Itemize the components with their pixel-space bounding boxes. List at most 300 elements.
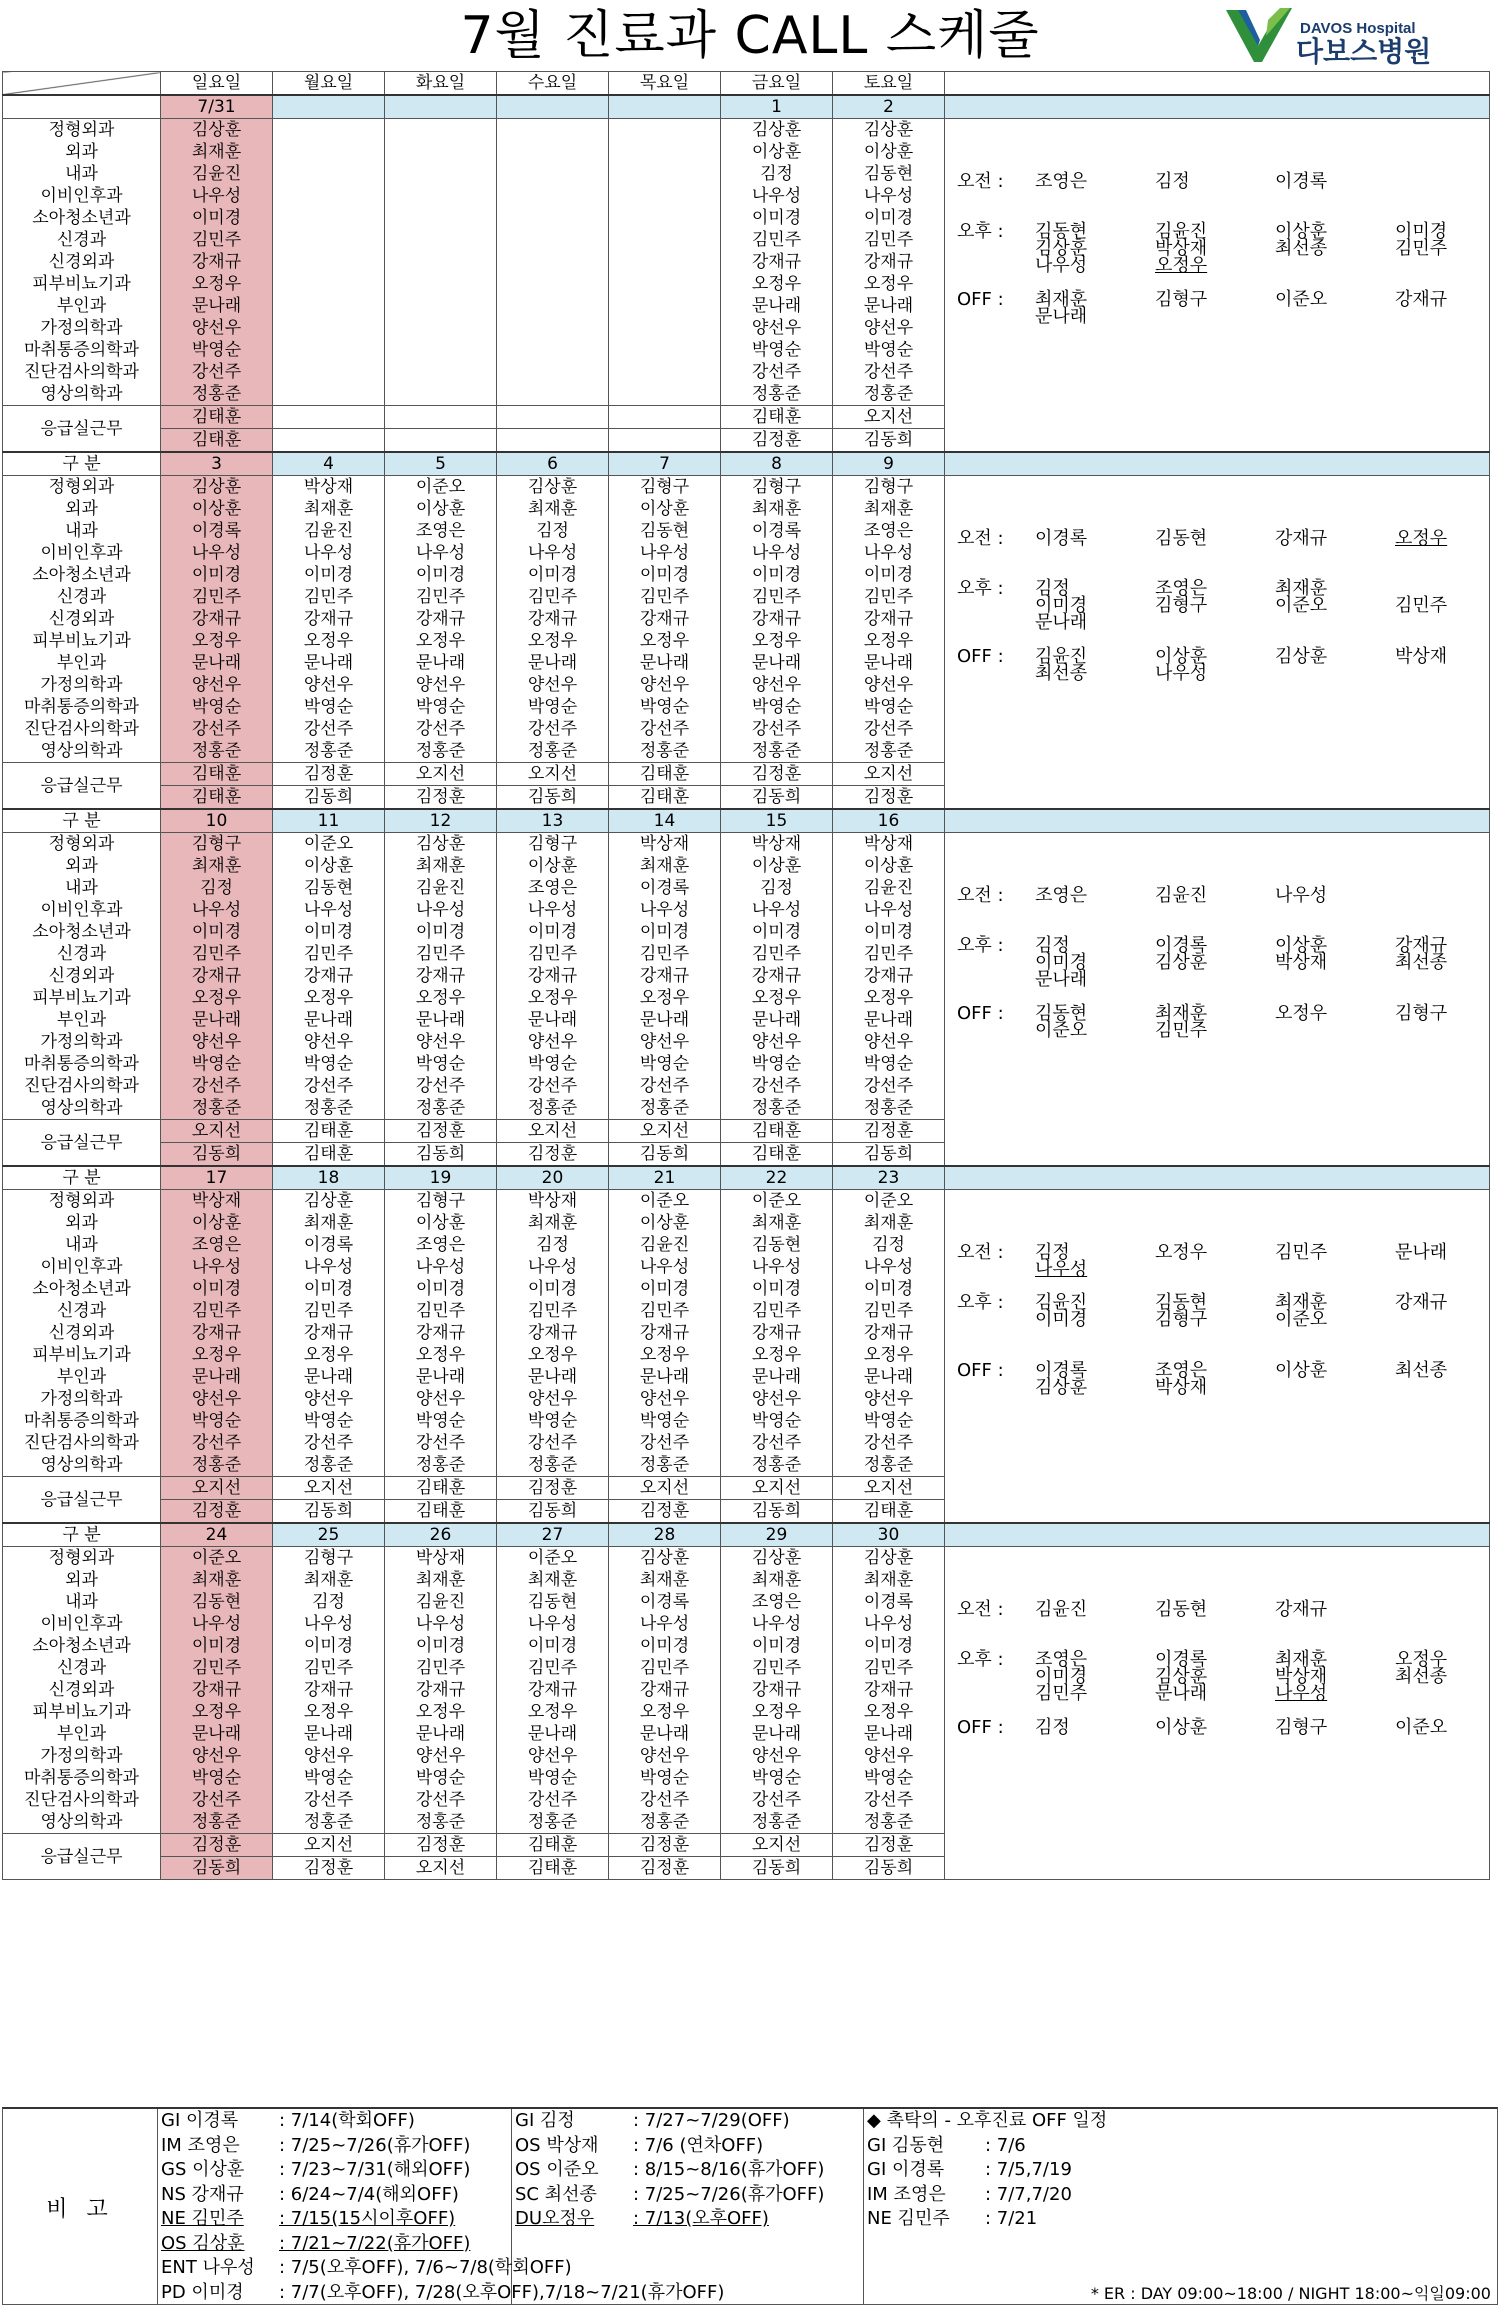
date-cell xyxy=(273,95,385,119)
notes-doctor-name: 이경록 xyxy=(1035,1360,1088,1381)
schedule-cell: 이미경 xyxy=(497,1278,609,1300)
schedule-cell: 오정우 xyxy=(721,1344,833,1366)
schedule-cell: 강재규 xyxy=(721,965,833,987)
notes-doctor-name: 오정우 xyxy=(1155,255,1208,276)
department-name: 외과 xyxy=(3,855,161,877)
schedule-cell: 조영은 xyxy=(721,1591,833,1613)
schedule-cell: 김민주 xyxy=(161,1657,273,1679)
schedule-cell: 최재훈 xyxy=(385,1569,497,1591)
schedule-cell: 박영순 xyxy=(833,696,945,718)
schedule-cell xyxy=(273,207,385,229)
remark-line xyxy=(515,2183,824,2207)
notes-doctor-name: 문나래 xyxy=(1035,969,1088,990)
schedule-cell xyxy=(609,207,721,229)
er-cell xyxy=(497,429,609,453)
notes-doctor-name: 최재훈 xyxy=(1275,578,1328,599)
schedule-cell: 정홍준 xyxy=(273,1454,385,1477)
schedule-cell: 양선우 xyxy=(609,674,721,696)
schedule-cell: 문나래 xyxy=(833,652,945,674)
date-cell: 20 xyxy=(497,1166,609,1190)
schedule-cell xyxy=(609,295,721,317)
schedule-cell: 박상재 xyxy=(161,1190,273,1213)
department-name: 영상의학과 xyxy=(3,1811,161,1834)
schedule-cell: 이미경 xyxy=(273,921,385,943)
schedule-cell: 오정우 xyxy=(161,1344,273,1366)
schedule-cell xyxy=(609,339,721,361)
schedule-cell: 나우성 xyxy=(161,1613,273,1635)
department-name: 외과 xyxy=(3,1212,161,1234)
date-cell: 23 xyxy=(833,1166,945,1190)
schedule-cell: 강선주 xyxy=(609,1432,721,1454)
schedule-cell: 강재규 xyxy=(385,1322,497,1344)
schedule-cell: 정홍준 xyxy=(721,1097,833,1120)
schedule-cell: 이경록 xyxy=(721,520,833,542)
notes-doctor-name: 김민주 xyxy=(1395,238,1448,259)
schedule-cell xyxy=(273,229,385,251)
schedule-cell: 김민주 xyxy=(161,229,273,251)
schedule-cell: 이미경 xyxy=(497,921,609,943)
schedule-cell xyxy=(385,295,497,317)
schedule-cell xyxy=(273,317,385,339)
schedule-cell: 김민주 xyxy=(833,1657,945,1679)
date-cell: 3 xyxy=(161,452,273,476)
schedule-cell xyxy=(497,163,609,185)
schedule-cell: 김형구 xyxy=(721,476,833,499)
date-row xyxy=(3,452,1490,476)
schedule-cell: 이미경 xyxy=(833,207,945,229)
schedule-cell: 오정우 xyxy=(721,987,833,1009)
schedule-cell: 최재훈 xyxy=(273,1212,385,1234)
er-cell: 오지선 xyxy=(833,1477,945,1500)
schedule-cell: 최재훈 xyxy=(385,855,497,877)
weekday-header: 수요일 xyxy=(497,72,609,96)
notes-doctor-name: 김동현 xyxy=(1035,221,1088,242)
department-name: 부인과 xyxy=(3,1723,161,1745)
er-cell: 김태훈 xyxy=(497,1857,609,1880)
department-name: 마취통증의학과 xyxy=(3,1053,161,1075)
notes-doctor-name: 김윤진 xyxy=(1155,885,1208,906)
schedule-cell: 양선우 xyxy=(385,1745,497,1767)
notes-doctor-name: 오정우 xyxy=(1395,528,1448,549)
department-name: 마취통증의학과 xyxy=(3,339,161,361)
schedule-cell: 문나래 xyxy=(721,295,833,317)
schedule-cell: 문나래 xyxy=(833,1009,945,1031)
schedule-cell xyxy=(273,185,385,207)
schedule-cell: 양선우 xyxy=(721,317,833,339)
schedule-cell: 박영순 xyxy=(497,1767,609,1789)
schedule-cell: 최재훈 xyxy=(161,1569,273,1591)
notes-doctor-name: 조영은 xyxy=(1155,1360,1208,1381)
date-cell: 5 xyxy=(385,452,497,476)
weekday-header: 일요일 xyxy=(161,72,273,96)
schedule-cell xyxy=(497,119,609,142)
schedule-cell: 박영순 xyxy=(273,1410,385,1432)
schedule-cell: 김민주 xyxy=(721,1300,833,1322)
schedule-cell: 이미경 xyxy=(385,921,497,943)
schedule-cell: 강선주 xyxy=(273,1789,385,1811)
schedule-cell: 오정우 xyxy=(385,987,497,1009)
er-cell: 오지선 xyxy=(497,1120,609,1143)
schedule-cell xyxy=(385,361,497,383)
schedule-cell: 강선주 xyxy=(609,1075,721,1097)
schedule-cell: 김동현 xyxy=(833,163,945,185)
remark-detail: : 7/6 xyxy=(985,2134,1026,2156)
schedule-cell: 김상훈 xyxy=(273,1190,385,1213)
notes-doctor-name: 이준오 xyxy=(1275,1309,1328,1330)
remark-doctor: OS 이준오 xyxy=(515,2159,599,2180)
schedule-cell: 강재규 xyxy=(833,1679,945,1701)
notes-doctor-name: 오정우 xyxy=(1155,1242,1208,1263)
remark-doctor: GI 김정 xyxy=(515,2110,575,2131)
schedule-cell: 강선주 xyxy=(833,1789,945,1811)
er-cell: 김태훈 xyxy=(161,406,273,429)
schedule-cell: 강재규 xyxy=(273,608,385,630)
schedule-cell: 박영순 xyxy=(721,1410,833,1432)
schedule-table xyxy=(2,71,1490,1880)
remark-detail: : 8/15~8/16(휴가OFF) xyxy=(633,2159,825,2180)
schedule-cell: 나우성 xyxy=(721,542,833,564)
schedule-cell xyxy=(385,185,497,207)
schedule-cell: 박영순 xyxy=(497,1053,609,1075)
remark-detail: : 7/15(15시이후OFF) xyxy=(279,2208,456,2229)
er-cell xyxy=(609,429,721,453)
schedule-cell: 최재훈 xyxy=(497,1569,609,1591)
remark-detail: : 7/25~7/26(휴가OFF) xyxy=(279,2134,471,2156)
notes-doctor-name: 이상훈 xyxy=(1275,221,1328,242)
er-cell: 오지선 xyxy=(273,1834,385,1857)
schedule-cell: 정홍준 xyxy=(721,740,833,763)
notes-doctor-name: 김상훈 xyxy=(1035,1377,1088,1398)
date-row xyxy=(3,809,1490,833)
date-cell: 13 xyxy=(497,809,609,833)
notes-doctor-name: 최선종 xyxy=(1395,952,1448,973)
schedule-cell: 이상훈 xyxy=(609,1212,721,1234)
date-cell: 27 xyxy=(497,1523,609,1547)
date-row xyxy=(3,95,1490,119)
schedule-cell xyxy=(273,339,385,361)
schedule-cell: 김민주 xyxy=(385,943,497,965)
department-name: 영상의학과 xyxy=(3,383,161,406)
notes-doctor-name: 강재규 xyxy=(1275,1599,1328,1620)
notes-shift-label: OFF : xyxy=(957,289,1004,310)
remark-detail: : 7/6 (연차OFF) xyxy=(633,2134,764,2156)
er-cell: 오지선 xyxy=(833,406,945,429)
er-cell: 김동희 xyxy=(497,786,609,810)
notes-doctor-name: 최선종 xyxy=(1395,1360,1448,1381)
schedule-cell: 강재규 xyxy=(161,251,273,273)
schedule-cell: 이상훈 xyxy=(721,855,833,877)
schedule-cell: 문나래 xyxy=(161,652,273,674)
weekday-header-row xyxy=(3,72,1490,96)
schedule-cell: 김민주 xyxy=(273,943,385,965)
schedule-cell: 나우성 xyxy=(833,1256,945,1278)
gubun-label: 구 분 xyxy=(3,1523,161,1547)
department-name: 마취통증의학과 xyxy=(3,1410,161,1432)
schedule-cell: 나우성 xyxy=(273,899,385,921)
schedule-cell xyxy=(609,383,721,406)
schedule-cell: 김민주 xyxy=(273,1657,385,1679)
schedule-cell: 강선주 xyxy=(721,361,833,383)
notes-doctor-name: 김윤진 xyxy=(1035,1292,1088,1313)
er-label: 응급실근무 xyxy=(3,1834,161,1880)
schedule-cell: 김상훈 xyxy=(497,476,609,499)
schedule-cell: 나우성 xyxy=(609,1256,721,1278)
schedule-cell: 양선우 xyxy=(273,674,385,696)
gubun-label xyxy=(3,95,161,119)
er-cell: 김태훈 xyxy=(273,1143,385,1167)
department-name: 가정의학과 xyxy=(3,317,161,339)
schedule-cell: 강선주 xyxy=(833,361,945,383)
schedule-cell: 오정우 xyxy=(385,630,497,652)
er-cell: 김정훈 xyxy=(833,786,945,810)
schedule-cell: 박영순 xyxy=(609,1053,721,1075)
notes-doctor-name: 조영은 xyxy=(1035,1649,1088,1670)
schedule-cell: 정홍준 xyxy=(609,1097,721,1120)
schedule-cell: 양선우 xyxy=(833,674,945,696)
schedule-cell: 문나래 xyxy=(385,1366,497,1388)
schedule-cell: 이미경 xyxy=(609,921,721,943)
schedule-cell: 이준오 xyxy=(609,1190,721,1213)
department-name: 소아청소년과 xyxy=(3,1278,161,1300)
corner-cell xyxy=(3,72,161,96)
schedule-cell: 조영은 xyxy=(385,520,497,542)
notes-doctor-name: 나우성 xyxy=(1155,663,1208,684)
schedule-cell: 이준오 xyxy=(385,476,497,499)
schedule-cell: 문나래 xyxy=(833,1366,945,1388)
er-cell: 김정훈 xyxy=(385,786,497,810)
schedule-cell: 김정 xyxy=(721,163,833,185)
department-name: 피부비뇨기과 xyxy=(3,273,161,295)
schedule-cell: 강선주 xyxy=(609,718,721,740)
er-cell: 오지선 xyxy=(273,1477,385,1500)
schedule-cell: 문나래 xyxy=(161,1009,273,1031)
gubun-label: 구 분 xyxy=(3,809,161,833)
schedule-cell: 나우성 xyxy=(609,542,721,564)
notes-doctor-name: 이상훈 xyxy=(1275,935,1328,956)
er-cell: 김태훈 xyxy=(609,763,721,786)
date-cell: 7 xyxy=(609,452,721,476)
notes-line xyxy=(957,305,1155,329)
schedule-cell: 정홍준 xyxy=(385,740,497,763)
er-cell: 김동희 xyxy=(833,1857,945,1880)
schedule-cell: 정홍준 xyxy=(721,1454,833,1477)
notes-doctor-name: 김형구 xyxy=(1155,1309,1208,1330)
er-cell: 김정훈 xyxy=(721,763,833,786)
department-name: 신경과 xyxy=(3,1300,161,1322)
er-cell xyxy=(497,406,609,429)
date-cell: 18 xyxy=(273,1166,385,1190)
notes-doctor-name: 김정 xyxy=(1035,1242,1070,1263)
schedule-cell: 오정우 xyxy=(497,987,609,1009)
schedule-cell: 김민주 xyxy=(721,586,833,608)
department-name: 진단검사의학과 xyxy=(3,1075,161,1097)
schedule-cell: 김민주 xyxy=(833,943,945,965)
er-cell: 김정훈 xyxy=(833,1120,945,1143)
notes-shift-label: 오후 : xyxy=(957,1649,1004,1670)
schedule-cell: 양선우 xyxy=(273,1031,385,1053)
er-cell: 김태훈 xyxy=(161,786,273,810)
schedule-cell: 정홍준 xyxy=(497,1097,609,1120)
notes-doctor-name: 나우성 xyxy=(1035,255,1088,276)
schedule-cell: 강재규 xyxy=(721,1679,833,1701)
er-cell: 오지선 xyxy=(497,763,609,786)
schedule-cell: 강선주 xyxy=(721,1432,833,1454)
remark-line xyxy=(161,2183,459,2207)
schedule-cell: 김윤진 xyxy=(609,1234,721,1256)
er-cell: 김동희 xyxy=(385,1143,497,1167)
schedule-cell: 김민주 xyxy=(721,943,833,965)
schedule-cell: 문나래 xyxy=(721,1009,833,1031)
schedule-cell: 오정우 xyxy=(721,1701,833,1723)
schedule-cell xyxy=(273,251,385,273)
schedule-cell: 강재규 xyxy=(497,1679,609,1701)
schedule-cell: 이미경 xyxy=(161,564,273,586)
department-name: 정형외과 xyxy=(3,833,161,856)
schedule-cell: 오정우 xyxy=(497,1701,609,1723)
department-name: 내과 xyxy=(3,1234,161,1256)
er-cell: 김동희 xyxy=(721,1857,833,1880)
schedule-cell: 오정우 xyxy=(161,1701,273,1723)
schedule-cell: 최재훈 xyxy=(833,1212,945,1234)
schedule-cell: 강재규 xyxy=(385,965,497,987)
date-cell: 1 xyxy=(721,95,833,119)
schedule-cell: 이미경 xyxy=(833,921,945,943)
schedule-cell xyxy=(497,185,609,207)
schedule-cell: 나우성 xyxy=(385,1256,497,1278)
notes-shift-label: 오후 : xyxy=(957,221,1004,242)
department-name: 피부비뇨기과 xyxy=(3,1701,161,1723)
schedule-cell: 강재규 xyxy=(497,1322,609,1344)
er-cell: 김정훈 xyxy=(497,1143,609,1167)
er-cell: 김태훈 xyxy=(161,429,273,453)
er-cell xyxy=(385,429,497,453)
schedule-cell: 나우성 xyxy=(273,1613,385,1635)
er-cell: 김동희 xyxy=(497,1500,609,1524)
schedule-cell: 박영순 xyxy=(273,1053,385,1075)
schedule-cell xyxy=(273,295,385,317)
department-name: 외과 xyxy=(3,498,161,520)
schedule-cell: 김민주 xyxy=(721,1657,833,1679)
notes-doctor-name: 이상훈 xyxy=(1155,646,1208,667)
schedule-cell: 이미경 xyxy=(833,1278,945,1300)
schedule-cell: 문나래 xyxy=(273,1366,385,1388)
week-notes xyxy=(945,1547,1490,1880)
schedule-cell xyxy=(497,295,609,317)
schedule-cell: 오정우 xyxy=(273,1344,385,1366)
notes-line xyxy=(957,254,1275,278)
notes-doctor-name: 김정 xyxy=(1035,578,1070,599)
schedule-cell: 문나래 xyxy=(721,652,833,674)
notes-shift-label: OFF : xyxy=(957,646,1004,667)
notes-shift-label: 오전 : xyxy=(957,885,1004,906)
notes-line xyxy=(957,1716,1490,1740)
notes-doctor-name: 김민주 xyxy=(1035,1683,1088,1704)
schedule-cell: 강재규 xyxy=(609,965,721,987)
notes-doctor-name: 김정 xyxy=(1035,935,1070,956)
department-name: 이비인후과 xyxy=(3,899,161,921)
department-name: 이비인후과 xyxy=(3,185,161,207)
schedule-cell: 강재규 xyxy=(161,965,273,987)
department-name: 영상의학과 xyxy=(3,1454,161,1477)
schedule-cell: 정홍준 xyxy=(833,1454,945,1477)
schedule-cell: 강재규 xyxy=(833,965,945,987)
schedule-cell xyxy=(497,251,609,273)
schedule-cell: 김형구 xyxy=(497,833,609,856)
schedule-cell: 김상훈 xyxy=(385,833,497,856)
schedule-cell: 이미경 xyxy=(497,1635,609,1657)
remark-detail: : 7/7,7/20 xyxy=(985,2183,1072,2205)
schedule-cell xyxy=(609,317,721,339)
schedule-cell: 박영순 xyxy=(833,1053,945,1075)
er-cell: 김정훈 xyxy=(273,763,385,786)
er-cell: 김동희 xyxy=(161,1857,273,1880)
schedule-cell: 이미경 xyxy=(721,207,833,229)
notes-doctor-name: 최선종 xyxy=(1395,1666,1448,1687)
schedule-cell: 강선주 xyxy=(497,1789,609,1811)
schedule-cell: 박상재 xyxy=(273,476,385,499)
department-name: 외과 xyxy=(3,1569,161,1591)
notes-date-blank xyxy=(945,452,1490,476)
schedule-cell: 김민주 xyxy=(833,586,945,608)
schedule-cell: 김민주 xyxy=(609,943,721,965)
schedule-cell: 강선주 xyxy=(161,1432,273,1454)
date-cell: 11 xyxy=(273,809,385,833)
weekday-header: 월요일 xyxy=(273,72,385,96)
schedule-cell: 양선우 xyxy=(497,1745,609,1767)
schedule-cell xyxy=(273,273,385,295)
notes-doctor-name: 최선종 xyxy=(1035,663,1088,684)
department-row xyxy=(3,119,1490,142)
schedule-cell: 이경록 xyxy=(609,877,721,899)
schedule-cell: 문나래 xyxy=(833,1723,945,1745)
notes-shift-label: 오전 : xyxy=(957,528,1004,549)
department-name: 진단검사의학과 xyxy=(3,718,161,740)
schedule-cell: 오정우 xyxy=(161,630,273,652)
schedule-cell: 박영순 xyxy=(161,1767,273,1789)
notes-doctor-name: 강재규 xyxy=(1275,528,1328,549)
department-name: 소아청소년과 xyxy=(3,921,161,943)
schedule-cell: 정홍준 xyxy=(497,740,609,763)
remark-line xyxy=(515,2134,763,2158)
schedule-cell: 이상훈 xyxy=(609,498,721,520)
gubun-label: 구 분 xyxy=(3,1166,161,1190)
department-name: 정형외과 xyxy=(3,1547,161,1570)
date-cell: 10 xyxy=(161,809,273,833)
er-cell: 오지선 xyxy=(609,1477,721,1500)
schedule-cell: 이미경 xyxy=(385,1635,497,1657)
schedule-cell: 이미경 xyxy=(161,207,273,229)
schedule-cell: 양선우 xyxy=(385,1031,497,1053)
notes-doctor-name: 조영은 xyxy=(1035,885,1088,906)
er-cell: 오지선 xyxy=(385,1857,497,1880)
schedule-cell: 이상훈 xyxy=(385,498,497,520)
department-name: 마취통증의학과 xyxy=(3,696,161,718)
notes-doctor-name: 오정우 xyxy=(1275,1003,1328,1024)
weekday-header: 금요일 xyxy=(721,72,833,96)
notes-doctor-name: 나우성 xyxy=(1275,1683,1328,1704)
notes-doctor-name: 문나래 xyxy=(1035,612,1088,633)
notes-date-blank xyxy=(945,95,1490,119)
schedule-cell: 정홍준 xyxy=(161,1454,273,1477)
notes-doctor-name: 김윤진 xyxy=(1035,1599,1088,1620)
remark-line xyxy=(867,2134,1026,2158)
department-name: 정형외과 xyxy=(3,476,161,499)
date-cell: 8 xyxy=(721,452,833,476)
schedule-cell: 오정우 xyxy=(833,987,945,1009)
remark-detail: : 7/21 xyxy=(985,2208,1038,2229)
remark-line xyxy=(161,2232,470,2256)
schedule-cell: 박상재 xyxy=(385,1547,497,1570)
